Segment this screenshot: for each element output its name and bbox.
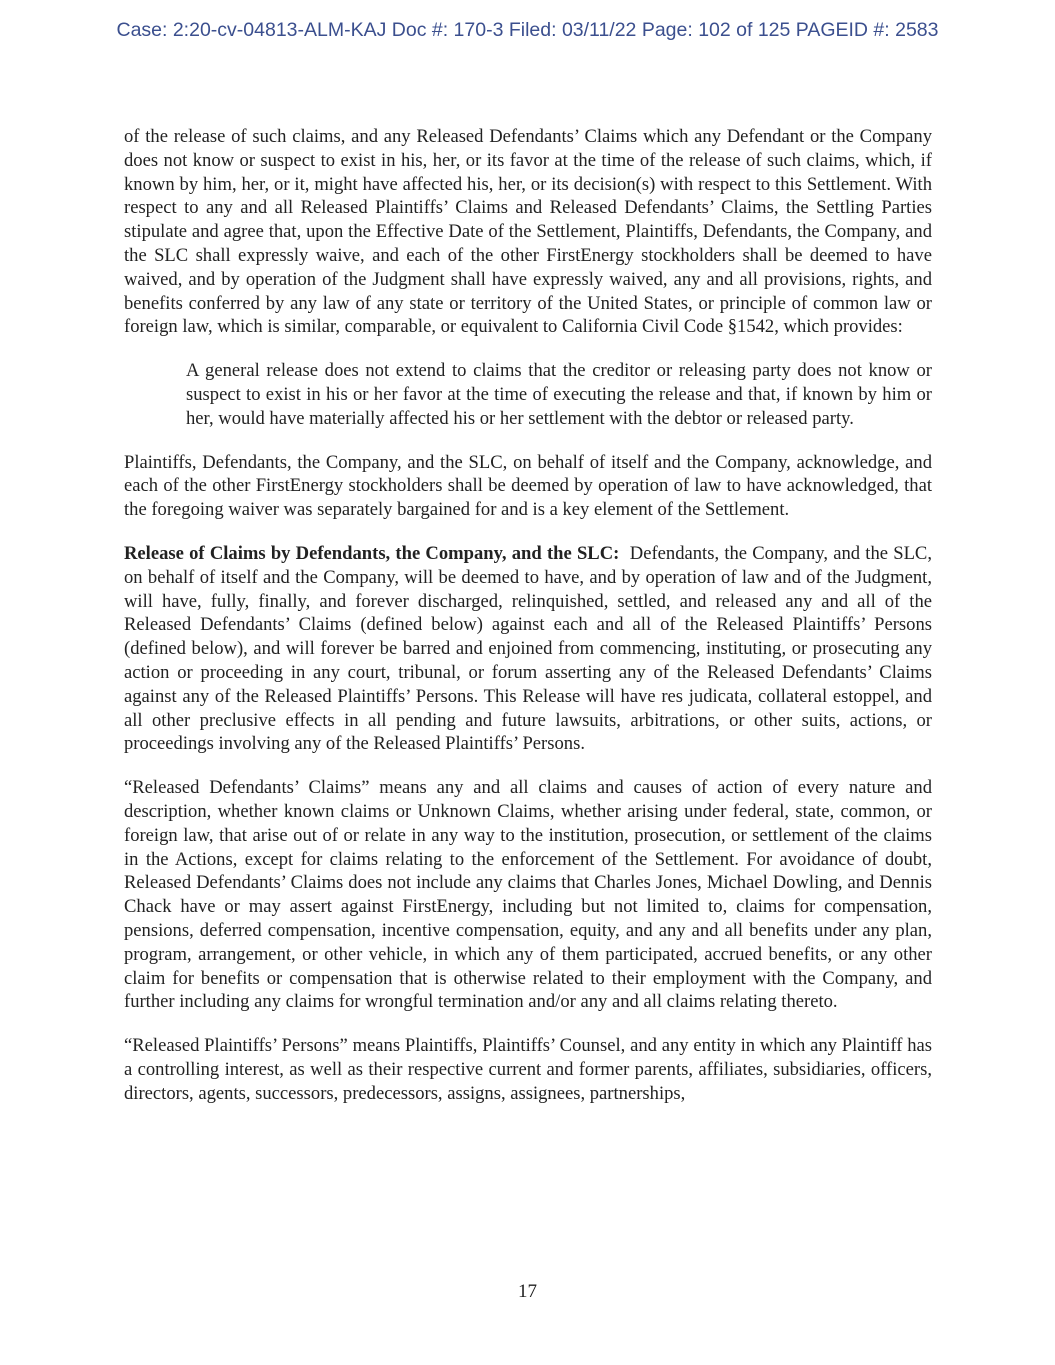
case-header-stamp: Case: 2:20-cv-04813-ALM-KAJ Doc #: 170-3 Filed: 03/11/22 Page: 102 of 125 PAGEID #: 2583 <box>116 19 939 41</box>
document-body <box>124 125 937 1125</box>
page-number: 17 <box>518 1281 537 1302</box>
paragraph-release-continuation: of the release of such claims, and any Released Defendants’ Claims which any Defendant or the Company does not know or suspect to exist in his, her, or its favor at the time of the release of such claims, which, if known by him, her, or it, might have affected his, her, or its decision(s) with respect to this Settlement. With respect to any and all Released Plaintiffs’ Claims and Released Defendants’ Claims, the Settling Parties stipulate and agree that, upon the Effective Date of the Settlement, Plaintiffs, Defendants, the Company, and the SLC shall expressly waive, and each of the other FirstEnergy stockholders shall be deemed to have waived, and by operation of the Judgment shall have expressly waived, any and all provisions, rights, and benefits conferred by any law of any state or territory of the United States, or principle of common law or foreign law, which is similar, comparable, or equivalent to California Civil Code §1542, which provides: <box>124 126 932 338</box>
section-heading-release-by-defendants: Release of Claims by Defendants, the Company, and the SLC: <box>124 542 620 564</box>
block-quote-civil-code-1542: A general release does not extend to claims that the creditor or releasing party does not know or suspect to exist in his or her favor at the time of executing the release and that, if known by him or her, would have materially affected his or her settlement with the debtor or released party. <box>186 360 932 429</box>
paragraph-release-by-defendants-text: Defendants, the Company, and the SLC, on behalf of itself and the Company, will be deemed to have, and by operation of law and of the Judgment, will have, fully, finally, and forever discharged, relinquished, settled, and released any and all of the Released Defendants’ Claims (defined below) against each and all of the Released Plaintiffs’ Persons (defined below), and will forever be barred and enjoined from commencing, instituting, or prosecuting any action or proceeding in any court, tribunal, or forum asserting any of the Released Defendants’ Claims against any of the Released Plaintiffs’ Persons. This Release will have res judicata, collateral estoppel, and all other preclusive effects in all pending and future lawsuits, arbitrations, or other suits, actions, or proceedings involving any of the Released Plaintiffs’ Persons. <box>124 542 937 755</box>
paragraph-waiver-acknowledgment: Plaintiffs, Defendants, the Company, and the SLC, on behalf of itself and the Company, acknowledge, and each of the other FirstEnergy stockholders shall be deemed by operation of law to have acknowledged, that the foregoing waiver was separately bargained for and is a key element of the Settlement. <box>124 451 932 521</box>
paragraph-released-defendants-claims-definition: “Released Defendants’ Claims” means any and all claims and causes of action of every nature and description, whether known claims or Unknown Claims, whether arising under federal, state, common, or foreign law, that arise out of or relate in any way to the institution, prosecution, or settlement of the claims in the Actions, except for claims relating to the enforcement of the Settlement. For avoidance of doubt, Released Defendants’ Claims does not include any claims that Charles Jones, Michael Dowling, and Dennis Chack have or may assert against FirstEnergy, including but not limited to, claims for compensation, pensions, deferred compensation, incentive compensation, equity, and any and all benefits under any plan, program, arrangement, or other vehicle, in which any of them participated, accrued benefits, or any other claim for benefits or compensation that is otherwise related to their employment with the Company, and further including any claims for wrongful termination and/or any and all claims relating thereto. <box>124 777 932 1013</box>
paragraph-released-plaintiffs-persons-definition: “Released Plaintiffs’ Persons” means Plaintiffs, Plaintiffs’ Counsel, and any entity in which any Plaintiff has a controlling interest, as well as their respective current and former parents, affiliates, subsidiaries, officers, directors, agents, successors, predecessors, assigns, assignees, partnerships, <box>124 1035 932 1104</box>
paragraph-release-by-defendants <box>124 542 937 756</box>
